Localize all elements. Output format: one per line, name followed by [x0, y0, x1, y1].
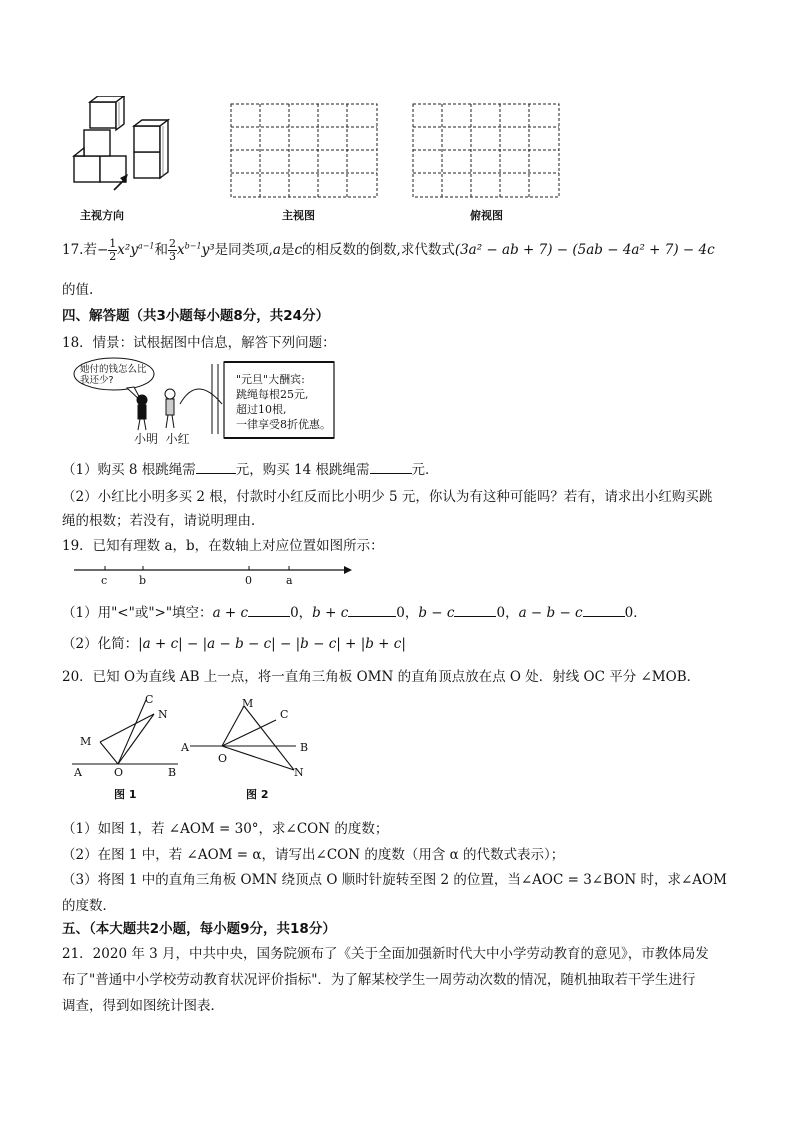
section4-heading: 四、解答题（共3小题每小题8分，共24分）	[62, 308, 330, 324]
zero: 0	[396, 605, 405, 621]
q17-c: c	[294, 242, 303, 258]
q17-pre: 17.若	[62, 242, 97, 258]
q18-names: 小明 小红	[134, 432, 190, 446]
q19-p1: （1）用"<"或">"填空：	[62, 605, 213, 621]
fig1-caption: 图 1	[114, 788, 137, 801]
fig2-label-o: O	[218, 752, 228, 765]
q21-line1: 21．2020 年 3 月，中共中央，国务院颁布了《关于全面加强新时代大中小学劳动教育的意见》，市教体局发	[62, 946, 709, 962]
q18-blank-14[interactable]	[370, 461, 412, 474]
q19-part1: （1）用"<"或">"填空：a + c 0，b + c 0，b − c 0，a − b − c 0．	[62, 605, 647, 621]
top-view-caption: 俯视图	[470, 209, 503, 222]
q17-mid2: 是同类项,	[214, 242, 273, 258]
zero: 0	[496, 605, 506, 621]
q18-sign-line3: 一律享受8折优惠。	[236, 418, 331, 431]
q19-blank-2[interactable]	[348, 604, 396, 617]
fig1-label-o: O	[114, 766, 124, 779]
fig2-caption: 图 2	[246, 788, 269, 801]
fig1-label-n: N	[158, 708, 168, 721]
fig1-label-m: M	[80, 735, 92, 748]
section5-heading: 五、（本大题共2小题，每小题9分，共18分）	[62, 921, 336, 937]
q17-mid4: 的相反数的倒数,求代数式	[302, 242, 455, 258]
q19-part2	[62, 632, 406, 652]
q21-line3: 调查，得到如图统计图表．	[62, 998, 224, 1014]
q19-p2: （2）化简：	[62, 636, 139, 652]
fig2-label-a: A	[181, 741, 189, 754]
q20-intro: 20．已知 O为直线 AB 上一点，将一直角三角板 OMN 的直角顶点放在点 O 处．射线 OC 平分 ∠MOB．	[62, 669, 701, 685]
front-view-caption: 主视图	[282, 209, 315, 222]
q18-p1b: 元，购买 14 根跳绳需	[235, 462, 370, 478]
top-view-grid	[412, 103, 562, 199]
q21-line2: 布了"普通中小学校劳动教育状况评价指标"．为了解某校学生一周劳动次数的情况，随机抽取若干学生进行	[62, 972, 696, 988]
q18-sign-line2: 超过10根,	[236, 403, 287, 416]
zero: 0	[290, 605, 299, 621]
q18-part2a: （2）小红比小明多买 2 根，付款时小红反而比小明少 5 元，你认为有这种可能吗？若有，请求出小红购买跳	[62, 489, 713, 505]
q18-sign-line1: 跳绳每根25元,	[236, 388, 309, 401]
q19-label-0: 0	[245, 574, 252, 587]
zero: 0	[624, 605, 634, 621]
q18-intro: 18．情景：试根据图中信息，解答下列问题：	[62, 335, 336, 351]
q18-p1a: （1）购买 8 根跳绳需	[62, 462, 196, 478]
q18-sign-title: "元旦"大酬宾:	[236, 373, 305, 386]
q18-bubble-text: 她付的钱怎么比我还少?	[80, 364, 147, 386]
q19-f2: b + c	[312, 605, 349, 621]
q19-label-c: c	[101, 574, 108, 587]
q19-blank-1[interactable]	[248, 604, 290, 617]
q20-part1: （1）如图 1，若 ∠AOM = 30°，求∠CON 的度数；	[62, 821, 389, 837]
q18-part1	[62, 458, 439, 478]
q19-label-a: a	[286, 574, 293, 587]
fig2-label-c: C	[280, 708, 289, 721]
q17-expr: (3a² − ab + 7) − (5ab − 4a² + 7) − 4c	[454, 242, 715, 258]
q19-label-b: b	[139, 574, 147, 587]
q17-mid1: 和	[154, 242, 169, 258]
q19-f3: b − c	[418, 605, 455, 621]
q17-mid3: 是	[280, 242, 295, 258]
q19-number-line	[72, 560, 354, 590]
q19-blank-3[interactable]	[454, 604, 496, 617]
cube-stack-figure	[70, 96, 180, 196]
q19-f1: a + c	[212, 605, 249, 621]
fig2-label-m: M	[242, 697, 254, 710]
fig1-label-c: C	[145, 693, 154, 706]
q18-blank-8[interactable]	[196, 461, 236, 474]
fig2-label-b: B	[300, 741, 309, 754]
cube-caption: 主视方向	[80, 209, 124, 222]
q19-intro: 19．已知有理数 a，b，在数轴上对应位置如图所示：	[62, 538, 384, 554]
q18-p1c: 元．	[411, 462, 439, 478]
q19-blank-4[interactable]	[583, 604, 625, 617]
q19-p2-expr: |a + c| − |a − b − c| − |b − c| + |b + c|	[138, 636, 406, 652]
fig1-label-a: A	[74, 766, 82, 779]
fig1-label-b: B	[168, 766, 177, 779]
q20-part2: （2）在图 1 中，若 ∠AOM = α，请写出∠CON 的度数（用含 α 的代数式表示）；	[62, 847, 565, 863]
q18-part2b: 绳的根数；若没有，请说明理由．	[62, 513, 265, 529]
front-view-grid	[230, 103, 380, 199]
q17-a: a	[272, 242, 281, 258]
fig2-label-n: N	[294, 766, 304, 779]
q17-tail: 的值.	[62, 282, 94, 298]
q19-f4: a − b − c	[518, 605, 583, 621]
q20-part3b: 的度数．	[62, 898, 116, 914]
q20-part3a: （3）将图 1 中的直角三角板 OMN 绕顶点 O 顺时针旋转至图 2 的位置，当∠AOC = 3∠BON 时，求∠AOM	[62, 872, 727, 888]
q17-line: 17.若− $\frac{1}{2}$ $x^2y^{a-1}$和 $\frac{2}{3}$ $x^{b-1}y^3$是同类项,a是c的相反数的倒数,求代数式(3a² − ab + 7) − (5ab − 4a² + 7) − 4c	[62, 237, 715, 263]
